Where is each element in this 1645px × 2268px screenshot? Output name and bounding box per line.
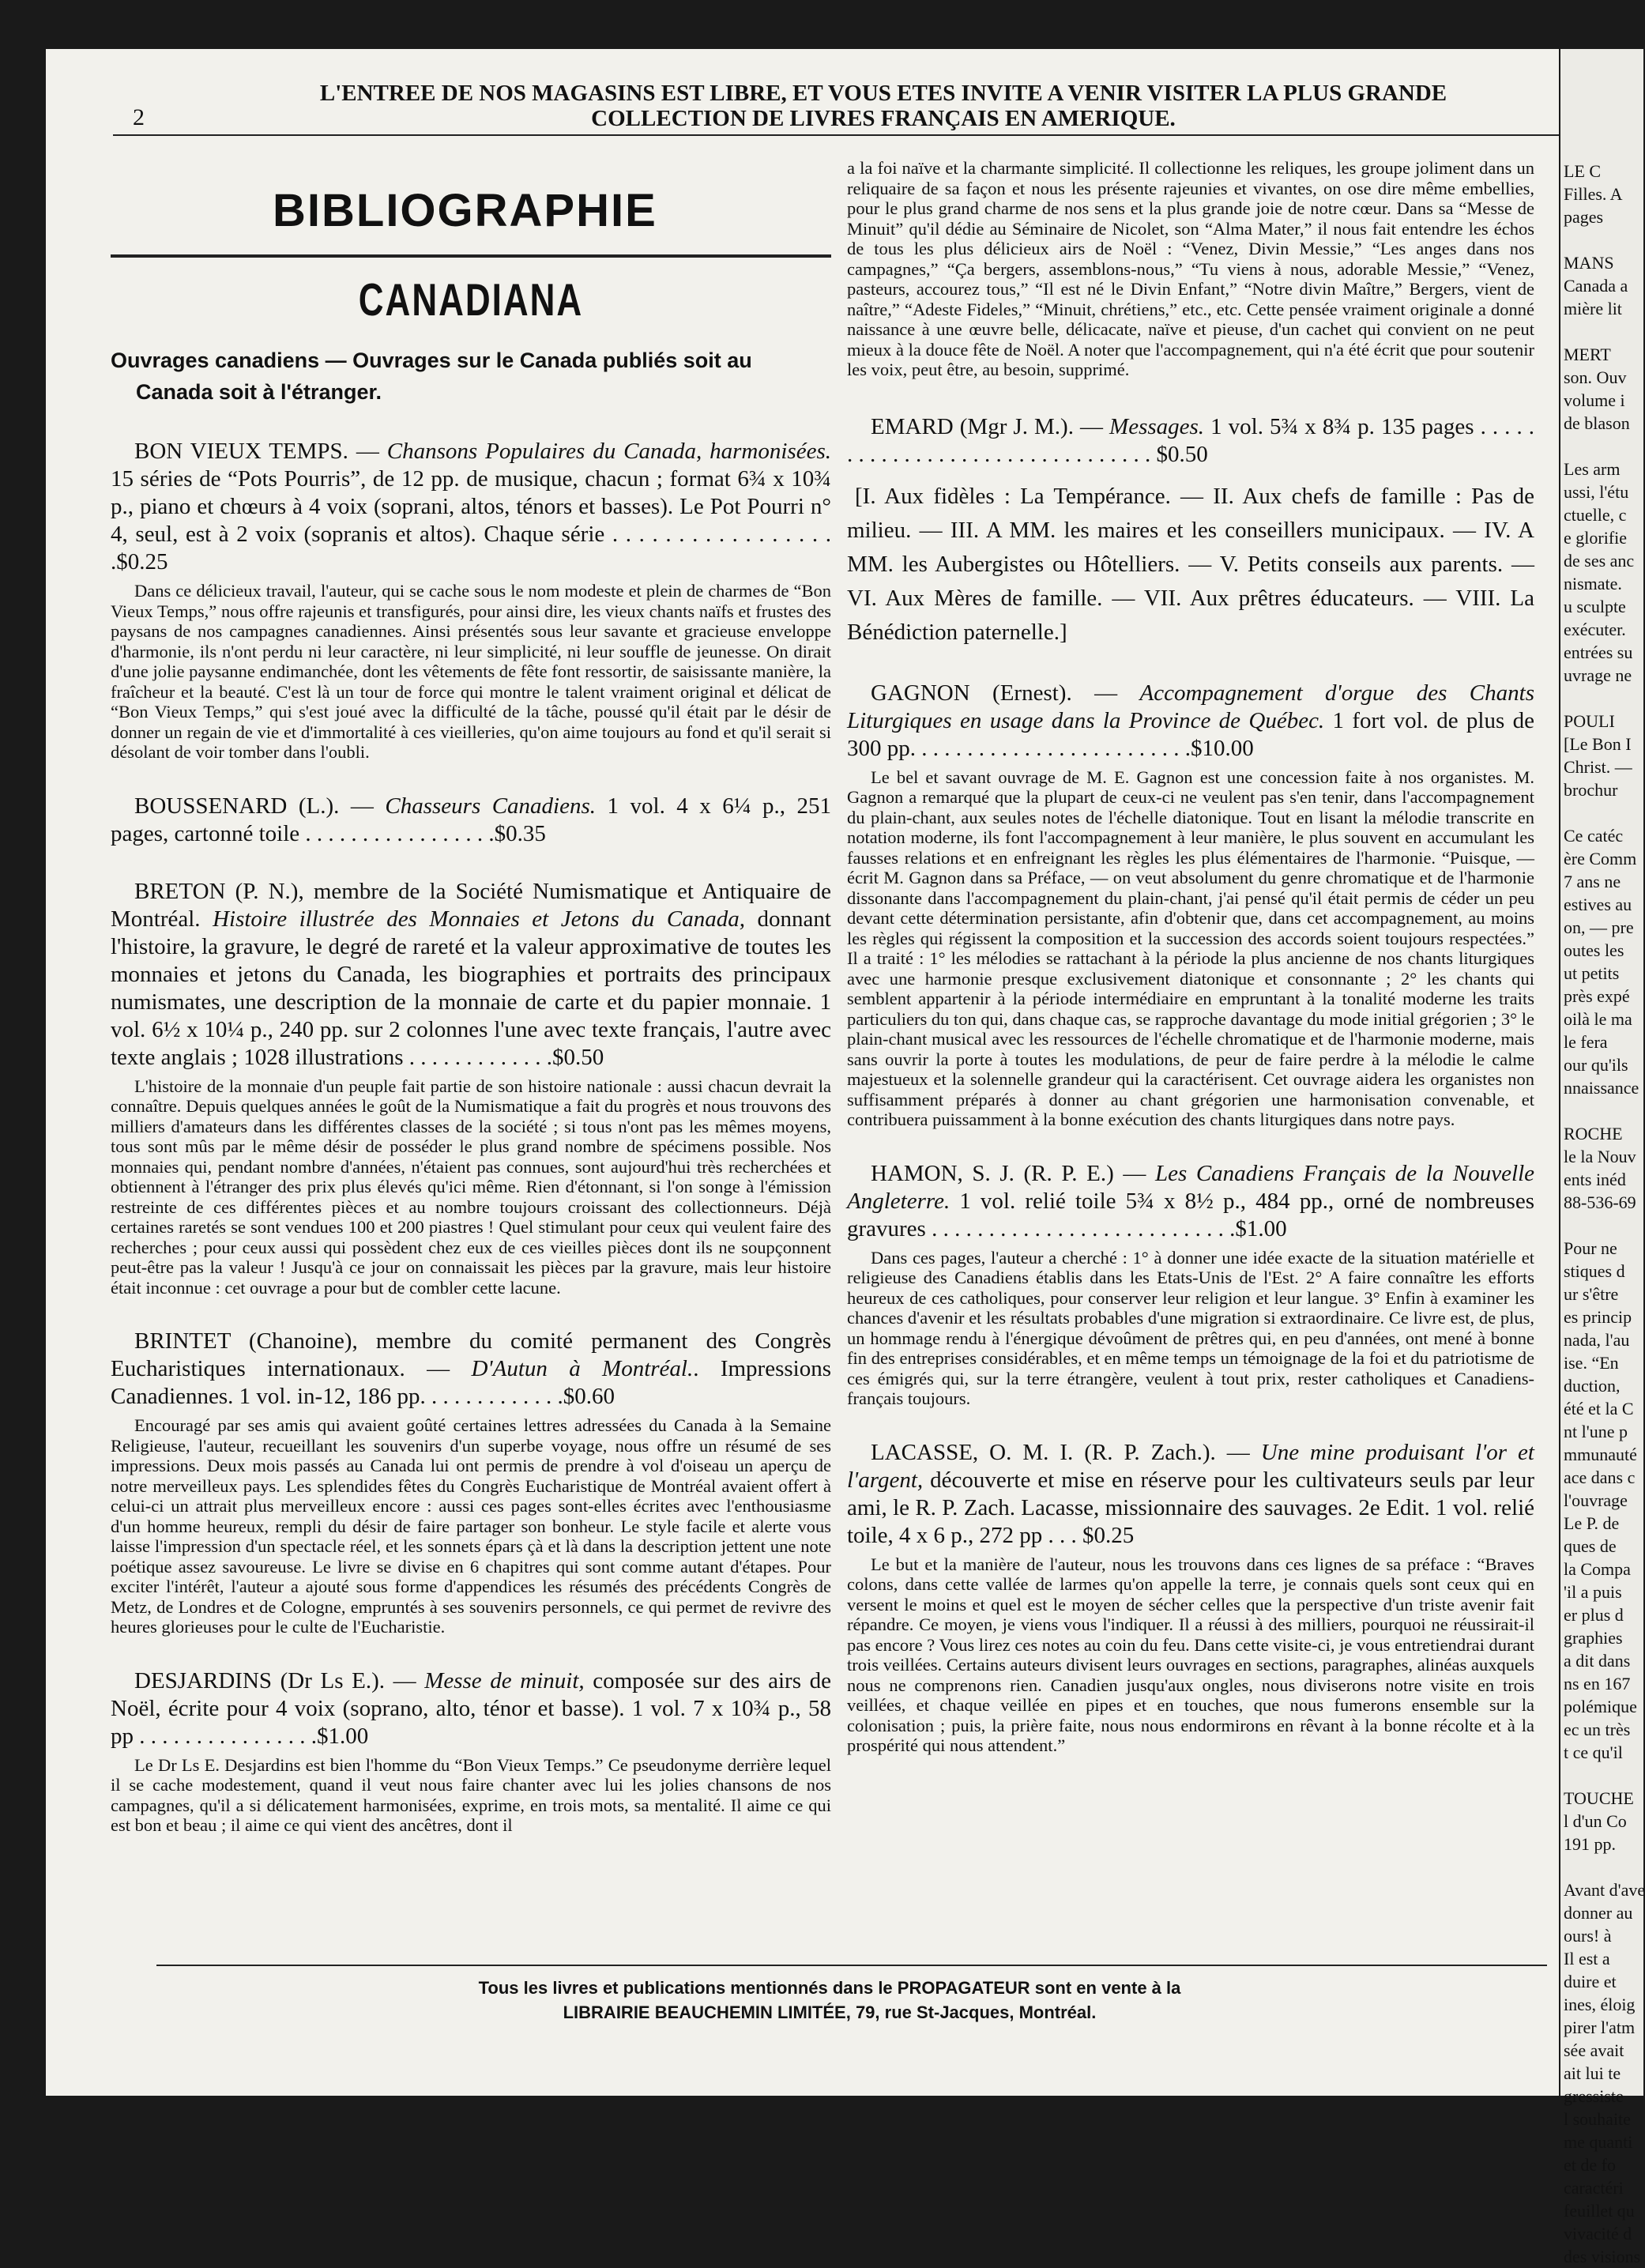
header-line-2: COLLECTION DE LIVRES FRANÇAIS EN AMERIQUE. <box>591 106 1176 131</box>
header-banner <box>164 81 1602 131</box>
page-title: BIBLIOGRAPHIE <box>273 185 657 236</box>
section-title: CANADIANA <box>358 275 584 326</box>
emard-contents: [I. Aux fidèles : La Tempérance. — II. Aux chefs de famille : Pas de milieu. — III. A MM. les maires et les conseillers municipaux. — IV. A MM. les Aubergistes ou Hôtelliers. — V. Petits conseils aux parents. — VI. Aux Mères de famille. — VII. Aux prêtres éducateurs. — VIII. La Bénédiction paternelle.] <box>847 483 1534 645</box>
entry-lead: GAGNON (Ernest). — <box>871 680 1140 706</box>
left-column <box>111 136 831 1836</box>
page-number: 2 <box>133 104 145 130</box>
bibliography-entry <box>847 1160 1534 1243</box>
bibliography-entry <box>847 680 1534 763</box>
entry-review: Le but et la manière de l'auteur, nous les trouvons dans ces lignes de sa préface : “Braves colons, dans cette vallée de larmes qu'on appelle la terre, je connais quels sont ceux qui en versent le moins et quel est le moyen de sécher celles que la perspective d'un triste avenir fait répandre. Ce moyen, je viens vous l'indiquer. Il a réussi à des milliers, pourquoi ne réussirait-il pas encore ? Vous lirez ces notes au coin du feu. Dans cette visite-ci, je vous entretiendrai durant trois veillées. Certains auteurs divisent leurs ouvrages en sections, paragraphes, alinéas auxquels nous ne comprenons rien. Canadien jusqu'aux ongles, nous diviserons notre visite en trois veillées, et chaque veillée en pipes et en touches, que nous fumerons ensemble sur la colonisation ; puis, la prière faite, nous nous endormirons en rêvant à la bonne récolte et à la prospérité qui nous attendent.” <box>847 1554 1534 1755</box>
entry-review: Dans ce délicieux travail, l'auteur, qui se cache sous le nom modeste et plein de charmes de “Bon Vieux Temps,” nous offre rajeunis et transfigurés, pour ainsi dire, les vieux chants naïfs et frustes des paysans de nos campagnes canadiennes. Ainsi présentés sous leur savante et gracieuse enveloppe d'harmonie, ils n'ont perdu ni leur caractère, ni leur simplicité, ni leur souffle de jeunesse. On dirait d'une jolie paysanne endimanchée, dont les vêtements de fête font ressortir, de saisissante manière, la fraîcheur et la beauté. C'est là un tour de force qui montre le talent vraiment original et délicat de “Bon Vieux Temps,” qui s'est joué avec la difficulté de la tâche, poussé qu'il était par le désir de donner un regain de vie et d'immortalité à ces vieilleries, qu'on aime toujours au fond et qu'il serait si désolant de voir tomber dans l'oubli. <box>111 581 831 762</box>
desjardins-note-continued: a la foi naïve et la charmante simplicité. Il collectionne les reliques, les groupe joliment dans un reliquaire de sa façon et nous les présente rajeunies et vivantes, on ose dire même embellies, pour le plus grand charme de nos sens et la plus grande joie de notre cœur. Dans sa “Messe de Minuit” qu'il dédie au Séminaire de Nicolet, son “Alma Mater,” il nous fait entendre les échos de tous les plus délicieux airs de Noël : “Venez, Divin Messie,” “Les anges dans nos campagnes,” “Ça bergers, assemblons-nous,” “Tu viens à nous, adorable Messie,” “Venez, pasteurs, accourez tous,” “Il est né le Divin Enfant,” “Notre divin Maître,” Bergers, vient de naître,” “Adeste Fideles,” “Minuit, chrétiens,” etc., etc. Cette pensée vraiment originale a donné naissance à une œuvre belle, délicacate, naïve et pieuse, d'un cachet qui convient on ne peut mieux à la douce fête de Noël. A noter que l'accompagnement, qui n'a été écrit que pour soutenir les voix, peut être, au besoin, supprimé. <box>847 158 1534 379</box>
entry-lead: DESJARDINS (Dr Ls E.). — <box>134 1667 425 1693</box>
entry-review: Dans ces pages, l'auteur a cherché : 1° à donner une idée exacte de la situation matérielle et religieuse des Canadiens établis dans les Etats-Unis de l'Est. 2° A faire connaître les efforts heureux de ces catholiques, pour conserver leur religion et leur langue. 3° Enfin à examiner les chances d'avenir et les résultats probables d'une migration si extraordinaire. Ce livre est, de plus, un hommage rendu à l'énergique dévoûment de prêtres qui, en peu d'années, ont mené à bonne fin des entreprises considérables, et en même temps un témoignage de la foi et du patriotisme de ces émigrés qui, sur la terre étrangère, veulent à tout prix, rester catholiques et Canadiens-français toujours. <box>847 1247 1534 1408</box>
bibliography-entry <box>847 1439 1534 1550</box>
entry-lead: EMARD (Mgr J. M.). — <box>871 413 1110 439</box>
next-page-fragment: LE C Filles. A pages MANS Canada a mière lit MERT son. Ouv volume i de blason Les arm ussi, l'étu ctuelle, c e glorifie de ses anc nismate. u sculpte exécuter. entrées su uvrage ne POULI [Le Bon I Christ. — brochur Ce catéc ère Comm 7 ans ne estives au on, — pre outes les ut petits près expé oilà le ma le fera our qu'ils nnaissance ROCHE le la Nouv ents inéd 88-536-69 Pour ne stiques d ur s'être es princip nada, l'au ise. “En duction, été et la C nt l'une p mmunauté ace dans c l'ouvrage Le P. de ques de la Compa 'il a puis er plus d graphies a dit dans ns en 167 polémique ec un très t ce qu'il TOUCHE l d'un Co 191 pp. Avant d'ave donner au ours! à Il est a duire et ines, éloig pirer l'atm sée avait ait lui te gressiste l souhaite me quanti et de fo caractéri feuillet qu vivacité d des visions <box>1564 161 1645 2266</box>
entry-details: 1 fort vol. de plus de 300 pp. . . . . . . . . . . . . . . . . . . . . . . . .$10.00 <box>847 707 1534 761</box>
entry-title: Messages. <box>1109 413 1205 439</box>
entry-details: 15 séries de “Pots Pourris”, de 12 pp. de musique, chacun ; format 6¾ x 10¾ p., piano et chœurs à 4 voix (soprani, altos, ténors et basses). Le Pot Pourri n° 4, seul, est à 2 voix (sopranis et altos). Chaque série . . . . . . . . . . . . . . . . . .$0.25 <box>111 466 831 575</box>
bibliography-entry <box>111 793 831 848</box>
entry-lead: HAMON, S. J. (R. P. E.) — <box>871 1160 1155 1186</box>
entry-title: D'Autun à Montréal. <box>471 1356 694 1381</box>
entry-title: Chasseurs Canadiens. <box>385 793 597 819</box>
bibliography-entry <box>111 878 831 1072</box>
bibliography-entry <box>111 1328 831 1411</box>
left-entry-list <box>111 438 831 1836</box>
entry-review: Le bel et savant ouvrage de M. E. Gagnon est une concession faite à nos organistes. M. Gagnon a remarqué que la plupart de ceux-ci ne veulent pas s'en tenir, dans l'accompagnement du plain-chant, aux seules notes de l'échelle diatonique. Tout en lisant la mélodie transcrite en notation moderne, ils font l'accompagnement à leur manière, le plus souvent en accumulant les fausses relations et en enfreignant les règles les plus élémentaires de l'harmonie. “Puisque, — écrit M. Gagnon dans sa Préface, — on veut absolument du genre chromatique et de l'harmonie dissonante dans l'accompagnement du plain-chant, j'ai pensé qu'il était permis de céder un peu devant cette détermination persistante, afin d'obtenir que, dans cet accompagnement, au moins les règles qui régissent la composition et la succession des accords soient toujours respectées.” Il a traité : 1° les mélodies se rattachant à la période la plus ancienne de nos chants liturgiques avec une harmonie presque exclusivement diatonique et consonnante ; 2° les chants qui semblent appartenir à la période intermédiaire en empruntant à la tonalité moderne les traits particuliers du ton qui, dans chaque cas, se rapproche davantage du mode initial grégorien ; 3° le plain-chant musical avec les ressources de l'échelle chromatique et de l'harmonie moderne, mais sans ouvrir la porte à toutes les modulations, de peur de faire perdre à la mélodie le calme majestueux et la solennelle grandeur qui la caractérisent. Cet ouvrage aidera les organistes non suffisamment préparés à donner au chant grégorien une harmonisation convenable, et contribuera puissamment à la bonne exécution des chants liturgiques dans notre pays. <box>847 767 1534 1129</box>
entry-lead: LACASSE, O. M. I. (R. P. Zach.). — <box>871 1439 1261 1465</box>
right-column <box>847 158 1534 1756</box>
entry-lead: BRETON (P. N.), membre de la Société Numismatique et Antiquaire de Montréal. <box>111 878 831 932</box>
header-line-1: L'ENTREE DE NOS MAGASINS EST LIBRE, ET VOUS ETES INVITE A VENIR VISITER LA PLUS GRANDE <box>319 81 1447 106</box>
title-rule <box>111 254 831 258</box>
entry-details: 1 vol. 5¾ x 8¾ p. 135 pages . . . . . . . . . . . . . . . . . . . . . . . . . . . . . . . . $0.50 <box>847 413 1534 467</box>
entry-review: Encouragé par ses amis qui avaient goûté certaines lettres adressées du Canada à la Semaine Religieuse, l'auteur, recueillant les souvenirs d'un superbe voyage, nous offre un résumé de ses impressions. Deux mois passés au Canada lui ont permis de prendre à vol d'oiseau un aperçu de notre merveilleux pays. Les splendides fêtes du Congrès Eucharistique de Montréal avaient offert à celui-ci un attrait plus merveilleux encore : aussi ces pages sont-elles écrites avec l'enthousiasme d'un homme heureux, rempli du désir de faire partager son bonheur. Le style facile et alerte vous laisse l'impression d'un spectacle réel, et les sonnets épars çà et là dans la description jettent une note poétique assez savoureuse. Le livre se divise en 6 chapitres qui sont comme autant d'étapes. Pour exciter l'intérêt, l'auteur a ajouté sous forme d'appendices les résumés des précédents Congrès de Metz, de Londres et de Cologne, empruntés à ses souvenirs personnels, ce qui permet de revivre des heures glorieuses pour le culte de l'Eucharistie. <box>111 1415 831 1637</box>
footer-line-2: LIBRAIRIE BEAUCHEMIN LIMITÉE, 79, rue St-Jacques, Montréal. <box>563 2002 1097 2022</box>
entry-lead: BRINTET (Chanoine), membre du comité permanent des Congrès Eucharistiques internationaux. — <box>111 1328 831 1381</box>
entry-lead: BOUSSENARD (L.). — <box>134 793 386 819</box>
entry-title: Messe de minuit, <box>424 1667 585 1693</box>
entry-title: Les Canadiens Français de la Nouvelle Angleterre. <box>847 1160 1534 1214</box>
entry-details: découverte et mise en réserve pour les cultivateurs seuls par leur ami, le R. P. Zach. Lacasse, missionnaire des sauvages. 2e Edit. 1 vol. relié toile, 4 x 6 p., 272 pp . . . $0.25 <box>847 1467 1534 1548</box>
entry-title: Histoire illustrée des Monnaies et Jetons du Canada, <box>213 906 746 932</box>
entry-details: 1 vol. 4 x 6¼ p., 251 pages, cartonné toile . . . . . . . . . . . . . . . . .$0.35 <box>111 793 831 846</box>
right-entry-list <box>847 680 1534 1756</box>
footer-rule <box>156 1965 1547 1966</box>
entry-details: . Impressions Canadiennes. 1 vol. in-12, 186 pp. . . . . . . . . . . . .$0.60 <box>111 1356 831 1409</box>
section-subtitle: Ouvrages canadiens — Ouvrages sur le Canada publiés soit au Canada soit à l'étranger. <box>111 348 752 404</box>
entry-details: composée sur des airs de Noël, écrite pour 4 voix (soprano, alto, ténor et basse). 1 vol. 7 x 10¾ p., 58 pp . . . . . . . . . . . . . . . .$1.00 <box>111 1667 831 1749</box>
entry-review: Le Dr Ls E. Desjardins est bien l'homme du “Bon Vieux Temps.” Ce pseudonyme derrière lequel il se cache modestement, quand il veut nous faire chanter avec lui les jolies chansons de nos campagnes, qu'il a si délicatement harmonisées, exprime, en trois mots, sa mentalité. Il aime ce qui est bon et beau ; il aime ce qui vient des ancêtres, dont il <box>111 1754 831 1835</box>
entry-details: 1 vol. relié toile 5¾ x 8½ p., 484 pp., orné de nombreuses gravures . . . . . . . . . . . . . . . . . . . . . . . . . . .$1.00 <box>847 1188 1534 1241</box>
entry-emard <box>847 413 1534 469</box>
entry-title: Une mine produisant l'or et l'argent, <box>847 1439 1534 1493</box>
bibliography-entry <box>111 1667 831 1750</box>
bibliography-entry <box>111 438 831 576</box>
footer-line-1: Tous les livres et publications mentionnés dans le PROPAGATEUR sont en vente à la <box>478 1978 1181 1998</box>
entry-title: Accompagnement d'orgue des Chants Liturgiques en usage dans la Province de Québec. <box>847 680 1534 733</box>
next-page-edge <box>1560 49 1645 2266</box>
footer <box>395 1976 1264 2025</box>
entry-title: Chansons Populaires du Canada, harmonisées. <box>386 439 831 464</box>
entry-lead: BON VIEUX TEMPS. — <box>134 439 387 464</box>
entry-details: donnant l'histoire, la gravure, le degré de rareté et la valeur approximative de toutes les monnaies et jetons du Canada, les biographies et portraits des principaux numismates, une description de la monnaie de carte et du papier monnaie. 1 vol. 6½ x 10¼ p., 240 pp. sur 2 colonnes l'une avec texte français, l'autre avec texte anglais ; 1028 illustrations . . . . . . . . . . . . .$0.50 <box>111 906 831 1070</box>
entry-review: L'histoire de la monnaie d'un peuple fait partie de son histoire nationale : aussi chacun devrait la connaître. Depuis quelques années le goût de la Numismatique a fait du progrès et nous trouvons des milliers d'amateurs dans les différentes classes de la société ; si tous n'ont pas les mêmes moyens, tous sont mûs par le même désir de posséder le plus grand nombre de spécimens possible. Nos monnaies qui, pendant nombre d'années, n'étaient pas connues, sont aujourd'hui très recherchées et obtiennent à l'étranger des prix plus élevés qu'ici même. Rien d'étonnant, si l'on songe à l'émission restreinte de ces différentes pièces et au nombre toujours croissant des collectionneurs. Déjà certaines raretés se sont vendues 100 et 200 piastres ! Quel stimulant pour ceux qui veulent faire des recherches ; pour ceux aussi qui possèdent chez eux de ces vieilles pièces dont ils ne soupçonnent peut-être pas la valeur ! Jusqu'à ce jour on connaissait les pièces par la gravure, mais leur histoire était inconnue : cet ouvrage a pour but de combler cette lacune. <box>111 1076 831 1298</box>
